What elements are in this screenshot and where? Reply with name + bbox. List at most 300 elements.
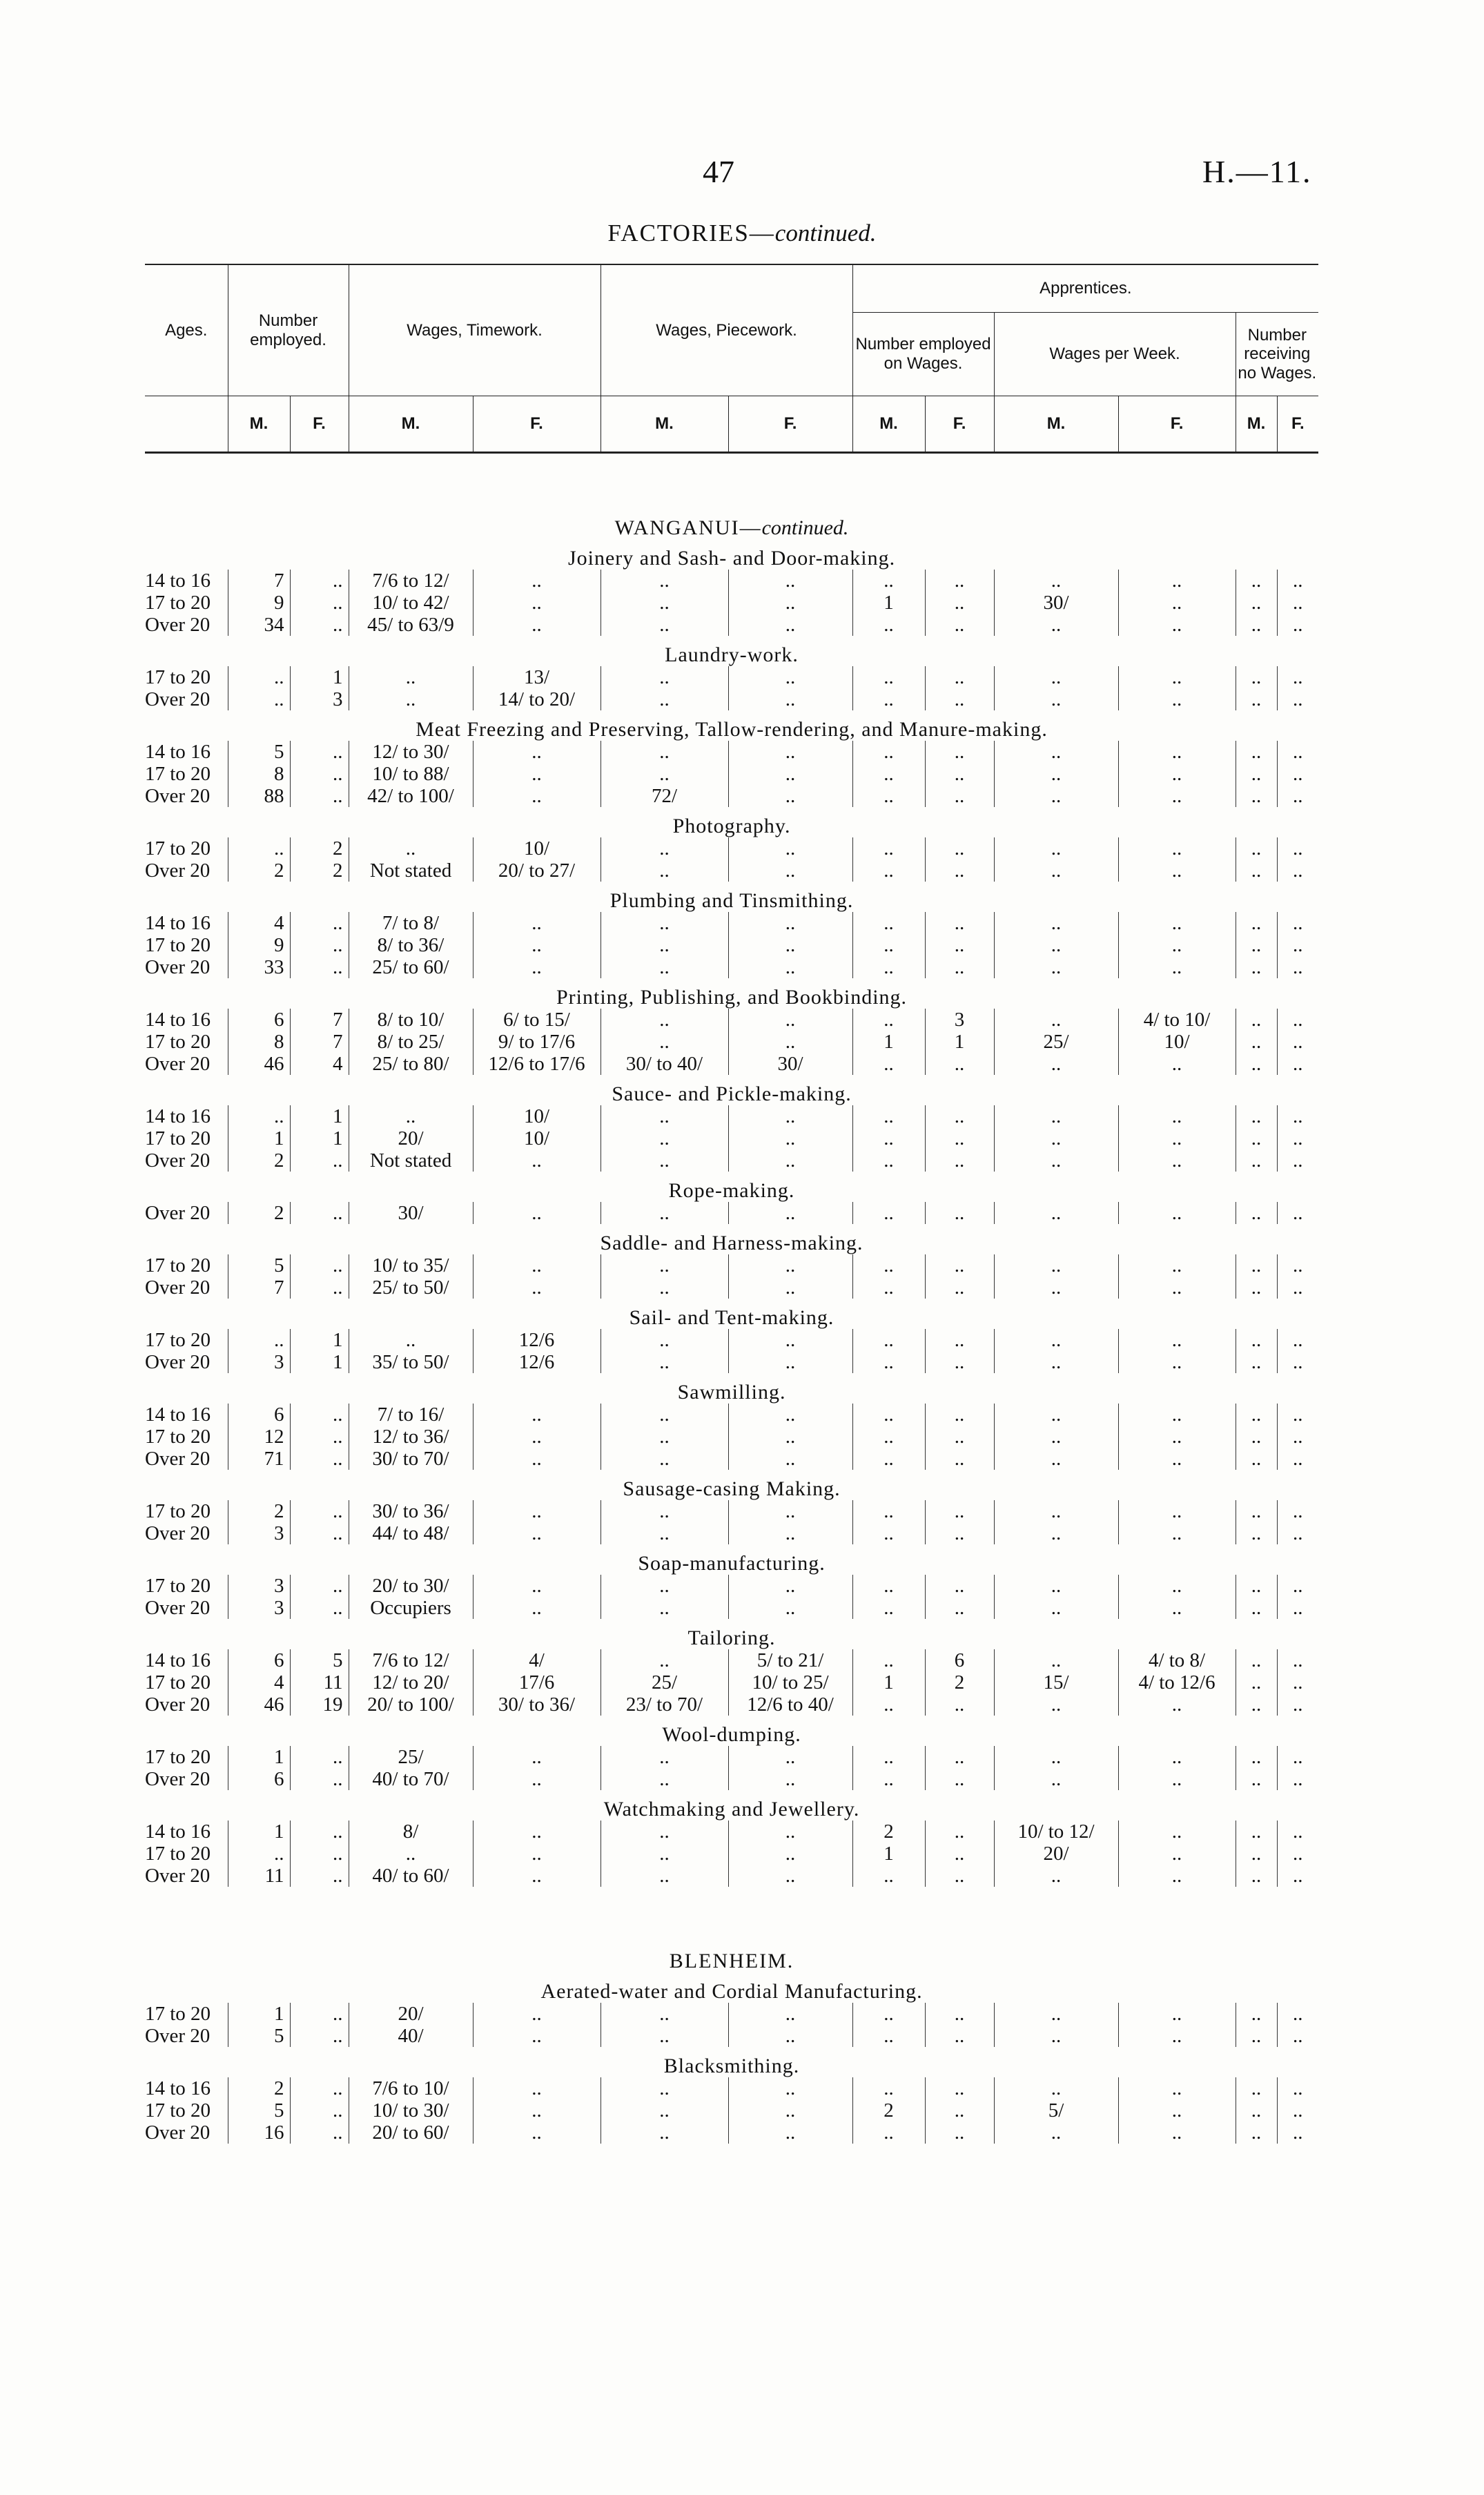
header-f: F. [925,396,994,453]
data-cell: .. [852,1522,925,1544]
data-cell: .. [994,1351,1118,1373]
age-cell: Over 20 [145,1276,211,1299]
data-cell: .. [925,912,994,934]
data-cell: .. [290,2077,349,2099]
data-cell: .. [1236,2077,1277,2099]
header-m: M. [994,396,1118,453]
data-cell: .. [1118,1127,1236,1149]
data-cell: .. [1236,763,1277,785]
trade-heading: Soap-manufacturing. [638,1552,826,1575]
data-cell: .. [994,763,1118,785]
trade-heading: Plumbing and Tinsmithing. [609,889,854,912]
data-cell: .. [728,837,852,860]
age-cell: 17 to 20 [145,1031,211,1053]
data-cell: .. [1236,912,1277,934]
data-cell: .. [1236,1768,1277,1790]
data-cell: .. [601,1500,728,1522]
data-cell: .. [1236,1404,1277,1426]
age-cell: Over 20 [145,1597,211,1619]
data-cell: .. [852,1500,925,1522]
data-cell: .. [290,2122,349,2144]
table-row [145,1693,1318,1716]
data-cell: 1 [290,666,349,688]
data-cell: .. [473,592,601,614]
data-cell: .. [1118,1276,1236,1299]
header-m: M. [228,396,290,453]
data-cell: .. [349,1105,473,1127]
data-cell: .. [1236,1448,1277,1470]
data-cell: .. [1236,570,1277,592]
data-cell: 30/ [728,1053,852,1075]
data-cell: .. [728,666,852,688]
data-cell: 5/ to 21/ [728,1649,852,1671]
data-cell: .. [1277,1053,1318,1075]
data-cell: .. [925,2122,994,2144]
data-cell: .. [852,1202,925,1224]
trade-heading: Wool-dumping. [662,1723,801,1746]
data-cell: .. [852,1105,925,1127]
data-cell: .. [1118,934,1236,956]
data-cell: 5 [228,2025,290,2047]
data-cell: .. [290,912,349,934]
data-cell: 6 [228,1649,290,1671]
data-cell: .. [1277,1575,1318,1597]
data-cell: .. [728,934,852,956]
data-cell: .. [228,837,290,860]
data-cell: .. [1277,860,1318,882]
data-cell: .. [1236,1865,1277,1887]
data-cell: 4 [228,912,290,934]
data-cell: .. [1118,1522,1236,1544]
data-cell: 1 [925,1031,994,1053]
data-cell: .. [1118,956,1236,978]
header-number-employed: Number employed. [228,264,349,396]
data-cell: 10/ [473,1105,601,1127]
age-cell: 14 to 16 [145,1821,211,1843]
age-cell: 17 to 20 [145,2003,211,2025]
data-cell: .. [852,570,925,592]
data-cell: .. [925,2025,994,2047]
data-cell: .. [473,1865,601,1887]
data-cell: .. [290,570,349,592]
data-cell: .. [601,1276,728,1299]
data-cell: .. [473,2003,601,2025]
table-row [145,2077,1318,2099]
data-cell: 25/ [349,1746,473,1768]
data-cell: .. [1236,860,1277,882]
data-cell: 3 [228,1597,290,1619]
table-row [145,2122,1318,2144]
data-cell: .. [601,1149,728,1172]
data-cell: .. [473,1597,601,1619]
data-cell: 12/6 [473,1329,601,1351]
data-cell: .. [1277,2003,1318,2025]
data-cell: 7 [290,1009,349,1031]
data-cell: 40/ to 60/ [349,1865,473,1887]
table-row [145,1671,1318,1693]
data-cell: .. [852,666,925,688]
header-apprentices-no-wages: Number receiving no Wages. [1236,313,1318,396]
data-cell: .. [1236,1031,1277,1053]
header-apprentices-wages-per-week: Wages per Week. [994,313,1236,396]
data-cell: 8/ [349,1821,473,1843]
table-row [145,592,1318,614]
header-wages-timework: Wages, Timework. [349,264,601,396]
age-cell: 17 to 20 [145,1575,211,1597]
data-cell: .. [1118,2025,1236,2047]
age-cell: 17 to 20 [145,1426,211,1448]
data-cell: .. [1236,956,1277,978]
data-cell: .. [994,1597,1118,1619]
data-cell: .. [994,1746,1118,1768]
data-cell: .. [473,934,601,956]
data-cell: .. [994,860,1118,882]
data-cell: 1 [852,1031,925,1053]
data-cell: .. [1236,592,1277,614]
data-cell: .. [994,2003,1118,2025]
data-cell: 10/ to 42/ [349,592,473,614]
header-m: M. [852,396,925,453]
page-number: 47 [703,154,734,189]
data-cell: 12/ to 30/ [349,741,473,763]
data-cell: .. [994,1009,1118,1031]
data-cell: 3 [228,1351,290,1373]
data-cell: .. [1236,1843,1277,1865]
data-cell: .. [1118,1254,1236,1276]
data-cell: 20/ to 100/ [349,1693,473,1716]
data-cell: .. [1277,2077,1318,2099]
data-cell: .. [728,1768,852,1790]
data-cell: .. [994,785,1118,807]
data-cell: .. [1277,837,1318,860]
data-cell: 19 [290,1693,349,1716]
data-cell: .. [473,1254,601,1276]
data-cell: .. [925,860,994,882]
data-cell: Not stated [349,1149,473,1172]
age-cell: Over 20 [145,1053,211,1075]
table-row [145,1746,1318,1768]
data-cell: .. [994,1202,1118,1224]
data-cell: .. [1118,2122,1236,2144]
data-cell: 5 [290,1649,349,1671]
data-cell: .. [852,837,925,860]
data-cell: .. [290,785,349,807]
data-cell: .. [728,2099,852,2122]
data-cell: .. [728,1426,852,1448]
data-cell: .. [1118,1768,1236,1790]
data-cell: 10/ to 88/ [349,763,473,785]
header-f: F. [728,396,852,453]
table-row [145,1575,1318,1597]
data-cell: 8/ to 10/ [349,1009,473,1031]
data-cell: 4 [228,1671,290,1693]
data-cell: .. [1236,1149,1277,1172]
data-cell: .. [728,1149,852,1172]
data-cell: .. [994,688,1118,710]
age-cell: Over 20 [145,1522,211,1544]
data-cell: .. [925,688,994,710]
data-cell: .. [925,1254,994,1276]
data-cell: .. [1277,688,1318,710]
data-cell: .. [1118,1404,1236,1426]
table-row [145,2025,1318,2047]
data-cell: .. [601,860,728,882]
data-cell: 88 [228,785,290,807]
data-cell: .. [1118,1575,1236,1597]
data-cell: .. [1277,934,1318,956]
data-cell: .. [728,785,852,807]
data-cell: .. [1277,1351,1318,1373]
data-cell: .. [925,592,994,614]
data-cell: 30/ to 40/ [601,1053,728,1075]
table-row [145,1448,1318,1470]
age-cell: 17 to 20 [145,1329,211,1351]
data-cell: .. [1277,1746,1318,1768]
data-cell: 1 [290,1329,349,1351]
data-cell: .. [1118,1105,1236,1127]
data-cell: .. [728,1500,852,1522]
table-row [145,860,1318,882]
data-cell: 2 [228,1149,290,1172]
data-cell: 9/ to 17/6 [473,1031,601,1053]
age-cell: 17 to 20 [145,1254,211,1276]
data-cell: .. [1236,1105,1277,1127]
data-cell: .. [1236,1746,1277,1768]
data-cell: .. [601,1351,728,1373]
data-cell: 10/ [473,1127,601,1149]
table-row [145,1597,1318,1619]
data-cell: .. [852,1351,925,1373]
data-cell: .. [925,570,994,592]
data-cell: .. [473,1149,601,1172]
data-cell: .. [349,837,473,860]
data-cell: .. [601,741,728,763]
data-cell: .. [290,1149,349,1172]
data-cell: .. [601,570,728,592]
data-cell: .. [925,1149,994,1172]
data-cell: .. [994,837,1118,860]
age-cell: Over 20 [145,614,211,636]
factories-table [145,264,1318,2144]
data-cell: .. [290,1426,349,1448]
data-cell: .. [1118,1426,1236,1448]
data-cell: .. [601,1768,728,1790]
data-cell: .. [473,1821,601,1843]
data-cell: .. [601,1649,728,1671]
table-row [145,785,1318,807]
data-cell: 10/ to 12/ [994,1821,1118,1843]
age-cell: 17 to 20 [145,934,211,956]
data-cell: .. [728,570,852,592]
data-cell: 10/ to 30/ [349,2099,473,2122]
data-cell: 10/ [1118,1031,1236,1053]
region-name: BLENHEIM. [669,1950,794,1972]
data-cell: .. [852,1254,925,1276]
data-cell: .. [728,1821,852,1843]
age-cell: 14 to 16 [145,912,211,934]
data-cell: 1 [290,1351,349,1373]
data-cell: .. [1236,1522,1277,1544]
data-cell: .. [1277,1149,1318,1172]
data-cell: .. [349,688,473,710]
data-cell: .. [925,1821,994,1843]
data-cell: .. [1236,1500,1277,1522]
table-row [145,1127,1318,1149]
data-cell: .. [994,1448,1118,1470]
table-row [145,1426,1318,1448]
data-cell: .. [473,956,601,978]
data-cell: .. [1236,666,1277,688]
trade-heading: Saddle- and Harness-making. [600,1232,863,1254]
data-cell: .. [728,1351,852,1373]
data-cell: 8/ to 25/ [349,1031,473,1053]
data-cell: .. [1236,1671,1277,1693]
data-cell: .. [290,1865,349,1887]
data-cell: 45/ to 63/9 [349,614,473,636]
data-cell: .. [1118,1053,1236,1075]
trade-heading: Sawmilling. [677,1381,786,1404]
data-cell: .. [473,1276,601,1299]
data-cell: .. [1118,1351,1236,1373]
data-cell: .. [1277,1768,1318,1790]
data-cell: .. [1277,2122,1318,2144]
data-cell: .. [1236,837,1277,860]
data-cell: .. [1118,2099,1236,2122]
data-cell: .. [290,1768,349,1790]
data-cell: 3 [228,1522,290,1544]
trade-heading: Sausage-casing Making. [623,1477,841,1500]
data-cell: 42/ to 100/ [349,785,473,807]
data-cell: .. [925,785,994,807]
data-cell: 8 [228,763,290,785]
data-cell: .. [1277,1843,1318,1865]
data-cell: .. [994,1575,1118,1597]
data-cell: 20/ [349,2003,473,2025]
data-cell: .. [925,1276,994,1299]
data-cell: .. [852,1426,925,1448]
data-cell: .. [1277,1202,1318,1224]
age-cell: 17 to 20 [145,1671,211,1693]
data-cell: .. [925,1597,994,1619]
age-cell: 14 to 16 [145,1105,211,1127]
data-cell: .. [1118,614,1236,636]
age-cell: Over 20 [145,1149,211,1172]
data-cell: .. [728,592,852,614]
data-cell: .. [473,2025,601,2047]
data-cell: 4/ to 10/ [1118,1009,1236,1031]
age-cell: 14 to 16 [145,1404,211,1426]
table-row [145,1351,1318,1373]
table-row [145,763,1318,785]
data-cell: .. [601,1575,728,1597]
data-cell: .. [1236,741,1277,763]
data-cell: .. [852,934,925,956]
data-cell: .. [601,1127,728,1149]
data-cell: .. [1236,1329,1277,1351]
data-cell: .. [994,1426,1118,1448]
data-cell: .. [852,1693,925,1716]
data-cell: .. [1236,1276,1277,1299]
data-cell: .. [925,2099,994,2122]
data-cell: 4/ to 12/6 [1118,1671,1236,1693]
data-cell: .. [925,614,994,636]
age-cell: Over 20 [145,1351,211,1373]
data-cell: .. [728,1105,852,1127]
data-cell: .. [1236,2122,1277,2144]
data-cell: .. [925,763,994,785]
data-cell: .. [1277,1865,1318,1887]
data-cell: 17/6 [473,1671,601,1693]
data-cell: .. [1236,688,1277,710]
data-cell: 20/ [349,1127,473,1149]
data-cell: .. [728,1575,852,1597]
data-cell: .. [852,2122,925,2144]
data-cell: 25/ to 60/ [349,956,473,978]
data-cell: .. [1118,1821,1236,1843]
data-cell: 6 [228,1404,290,1426]
data-cell: 46 [228,1053,290,1075]
data-cell: .. [290,1843,349,1865]
header-f: F. [1118,396,1236,453]
age-cell: Over 20 [145,1202,211,1224]
header-m: M. [349,396,473,453]
data-cell: .. [852,2003,925,2025]
data-cell: .. [290,934,349,956]
data-cell: .. [473,1448,601,1470]
data-cell: .. [1118,1329,1236,1351]
title-continued: continued. [774,220,877,246]
data-cell: .. [728,1254,852,1276]
data-cell: 1 [228,1127,290,1149]
data-cell: .. [728,1404,852,1426]
region-heading [145,1887,1318,1972]
data-cell: .. [290,1202,349,1224]
table-row [145,1821,1318,1843]
trade-heading: Printing, Publishing, and Bookbinding. [556,986,908,1009]
data-cell: .. [852,1448,925,1470]
data-cell: .. [728,1276,852,1299]
data-cell: .. [473,2099,601,2122]
data-cell: .. [601,1254,728,1276]
table-row [145,912,1318,934]
data-cell: 16 [228,2122,290,2144]
data-cell: 5 [228,1254,290,1276]
data-cell: .. [925,934,994,956]
data-cell: .. [925,1522,994,1544]
data-cell: .. [1118,1843,1236,1865]
data-cell: .. [473,741,601,763]
data-cell: 40/ [349,2025,473,2047]
data-cell: 1 [290,1127,349,1149]
data-cell: 30/ [349,1202,473,1224]
data-cell: .. [852,1768,925,1790]
data-cell: .. [1118,837,1236,860]
data-cell: .. [925,1448,994,1470]
trade-heading: Photography. [672,815,791,837]
data-cell: 12/6 to 17/6 [473,1053,601,1075]
header-f: F. [473,396,601,453]
data-cell: .. [1277,1500,1318,1522]
data-cell: .. [925,741,994,763]
data-cell: .. [290,741,349,763]
trade-heading: Blacksmithing. [663,2055,800,2077]
data-cell: 7/6 to 12/ [349,1649,473,1671]
data-cell: .. [994,1149,1118,1172]
age-cell: Over 20 [145,1768,211,1790]
table-row [145,1522,1318,1544]
data-cell: 8/ to 36/ [349,934,473,956]
data-cell: .. [290,1500,349,1522]
